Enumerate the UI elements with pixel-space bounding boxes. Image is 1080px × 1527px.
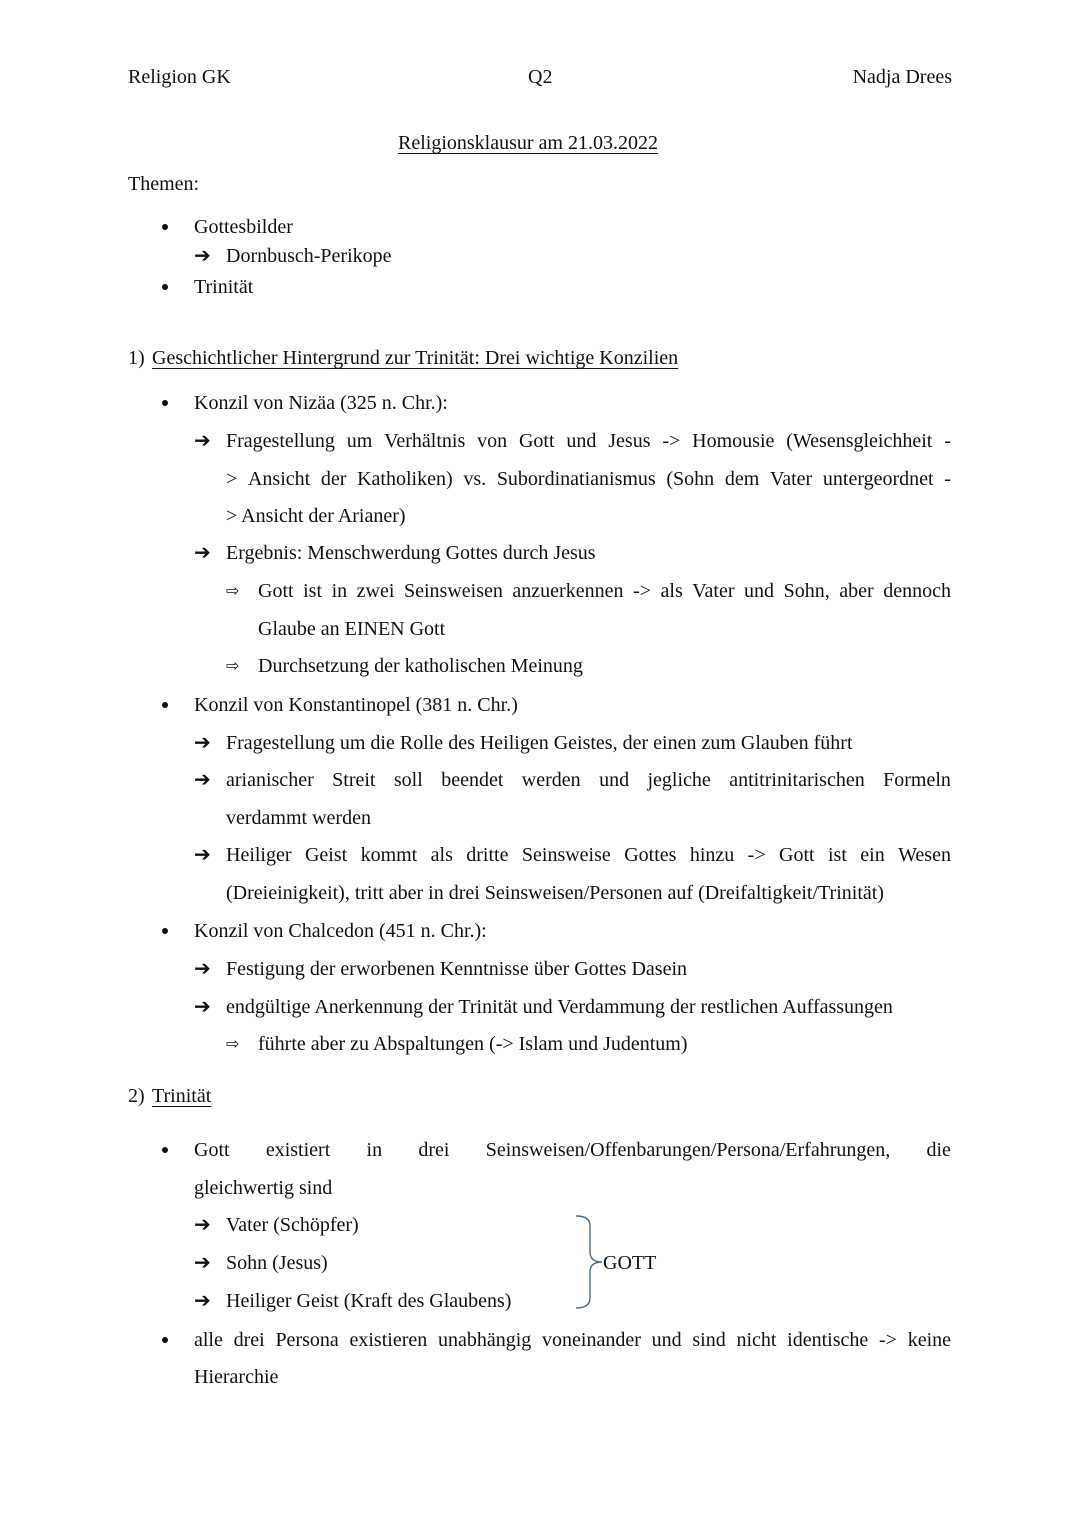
header-right: Nadja Drees [852,66,952,88]
gott-label: GOTT [603,1252,657,1274]
section1-number: 1) [128,347,145,369]
arrow-right-icon: ➔ [194,1250,211,1274]
trinitaet-point-1-line-2: gleichwertig sind [194,1177,333,1199]
header-left: Religion GK [128,66,231,88]
arrow-right-icon: ➔ [194,994,211,1018]
bullet-icon [162,400,168,406]
header-center: Q2 [528,66,553,88]
trinitaet-point-2-line-1: alle drei Persona existieren unabhängig voneinander und sind nicht identische -> keine [194,1329,951,1351]
trinitaet-point-2-line-2: Hierarchie [194,1366,279,1388]
konzil-konstantinopel-title: Konzil von Konstantinopel (381 n. Chr.) [194,694,518,716]
konzil-nizaa-title: Konzil von Nizäa (325 n. Chr.): [194,392,448,414]
arrow-right-icon: ➔ [194,842,211,866]
bullet-icon [162,224,168,230]
hollow-arrow-icon: ⇨ [226,656,240,675]
themen-label: Themen: [128,173,200,195]
person-heiliger-geist: Heiliger Geist (Kraft des Glaubens) [226,1290,512,1312]
bullet-icon [162,928,168,934]
hollow-arrow-icon: ⇨ [226,1034,240,1053]
section2-number: 2) [128,1085,145,1107]
chalc-point-2: endgültige Anerkennung der Trinität und Verdammung der restlichen Auffassungen [226,996,893,1018]
nizaa-point-1-line-1: Fragestellung um Verhältnis von Gott und Jesus -> Homousie (Wesensgleichheit - [226,430,951,452]
themen-item: Gottesbilder [194,216,293,238]
trinitaet-point-1-line-1: Gott existiert in drei Seinsweisen/Offenbarungen/Persona/Erfahrungen, die [194,1139,951,1161]
arrow-right-icon: ➔ [194,1212,211,1236]
chalc-subpoint-1: führte aber zu Abspaltungen (-> Islam und Judentum) [258,1033,688,1055]
bullet-icon [162,1147,168,1153]
nizaa-point-2: Ergebnis: Menschwerdung Gottes durch Jesus [226,542,596,564]
arrow-right-icon: ➔ [194,243,211,267]
bullet-icon [162,1337,168,1343]
bullet-icon [162,702,168,708]
nizaa-point-1-line-2: > Ansicht der Katholiken) vs. Subordinatianismus (Sohn dem Vater untergeordnet - [226,468,951,490]
arrow-right-icon: ➔ [194,540,211,564]
arrow-right-icon: ➔ [194,1288,211,1312]
konst-point-1: Fragestellung um die Rolle des Heiligen Geistes, der einen zum Glauben führt [226,732,853,754]
nizaa-point-1-line-3: > Ansicht der Arianer) [226,505,406,527]
konst-point-3-line-2: (Dreieinigkeit), tritt aber in drei Seinsweisen/Personen auf (Dreifaltigkeit/Trinität) [226,882,884,904]
hollow-arrow-icon: ⇨ [226,581,240,600]
themen-item: Trinität [194,276,254,298]
konst-point-2-line-1: arianischer Streit soll beendet werden und jegliche antitrinitarischen Formeln [226,769,951,791]
konst-point-2-line-2: verdammt werden [226,807,371,829]
person-vater: Vater (Schöpfer) [226,1214,359,1236]
page-title: Religionsklausur am 21.03.2022 [398,132,658,154]
nizaa-subpoint-2: Durchsetzung der katholischen Meinung [258,655,583,677]
arrow-right-icon: ➔ [194,956,211,980]
chalc-point-1: Festigung der erworbenen Kenntnisse über Gottes Dasein [226,958,687,980]
nizaa-subpoint-1-line-1: Gott ist in zwei Seinsweisen anzuerkennen -> als Vater und Sohn, aber dennoch [258,580,951,602]
arrow-right-icon: ➔ [194,767,211,791]
arrow-right-icon: ➔ [194,428,211,452]
konst-point-3-line-1: Heiliger Geist kommt als dritte Seinsweise Gottes hinzu -> Gott ist ein Wesen [226,844,951,866]
nizaa-subpoint-1-line-2: Glaube an EINEN Gott [258,618,446,640]
person-sohn: Sohn (Jesus) [226,1252,328,1274]
section2-heading: Trinität [152,1085,212,1107]
arrow-right-icon: ➔ [194,730,211,754]
themen-subitem: Dornbusch-Perikope [226,245,392,267]
section1-heading: Geschichtlicher Hintergrund zur Trinität: Drei wichtige Konzilien [152,347,679,369]
konzil-chalcedon-title: Konzil von Chalcedon (451 n. Chr.): [194,920,487,942]
bullet-icon [162,284,168,290]
